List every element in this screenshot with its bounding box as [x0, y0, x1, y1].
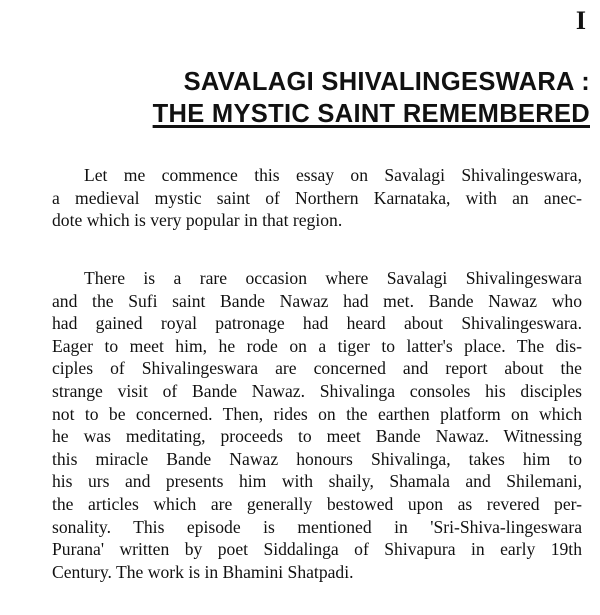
paragraph-2: [52, 267, 582, 583]
paragraph-1: [52, 164, 582, 232]
paragraph-line: this miracle Bande Nawaz honours Shivalinga, takes him to: [52, 448, 582, 469]
chapter-title-line-2: THE MYSTIC SAINT REMEMBERED: [152, 100, 590, 128]
paragraph-line: ciples of Shivalingeswara are concerned and report about the: [52, 358, 582, 379]
paragraph-line: the articles which are generally bestowed upon as revered per-: [52, 493, 582, 514]
paragraph-line: Purana' written by poet Siddalinga of Shivapura in early 19th: [52, 539, 582, 560]
paragraph-line: he was meditating, proceeds to meet Bande Nawaz. Witnessing: [52, 426, 582, 447]
paragraph-line: strange visit of Bande Nawaz. Shivalinga consoles his disciples: [52, 380, 582, 401]
paragraph-line: Eager to meet him, he rode on a tiger to latter's place. The dis-: [52, 335, 582, 356]
paragraph-line: Century. The work is in Bhamini Shatpadi.: [52, 561, 354, 582]
paragraph-line: a medieval mystic saint of Northern Karnataka, with an anec-: [52, 187, 582, 208]
paragraph-line: There is a rare occasion where Savalagi Shivalingeswara: [84, 268, 582, 288]
chapter-title: [60, 66, 590, 130]
paragraph-line: his urs and presents him with shaily, Shamala and Shilemani,: [52, 471, 582, 492]
paragraph-line: Let me commence this essay on Savalagi Shivalingeswara,: [84, 165, 582, 185]
paragraph-line: and the Sufi saint Bande Nawaz had met. Bande Nawaz who: [52, 290, 582, 311]
chapter-title-line-1: SAVALAGI SHIVALINGESWARA :: [183, 68, 590, 96]
paragraph-line: had gained royal patronage had heard about Shivalingeswara.: [52, 313, 582, 334]
paragraph-line: dote which is very popular in that region.: [52, 210, 343, 231]
paragraph-line: sonality. This episode is mentioned in 'Sri-Shiva-lingeswara: [52, 516, 582, 537]
chapter-number: I: [575, 6, 586, 35]
paragraph-line: not to be concerned. Then, rides on the earthen platform on which: [52, 403, 582, 424]
